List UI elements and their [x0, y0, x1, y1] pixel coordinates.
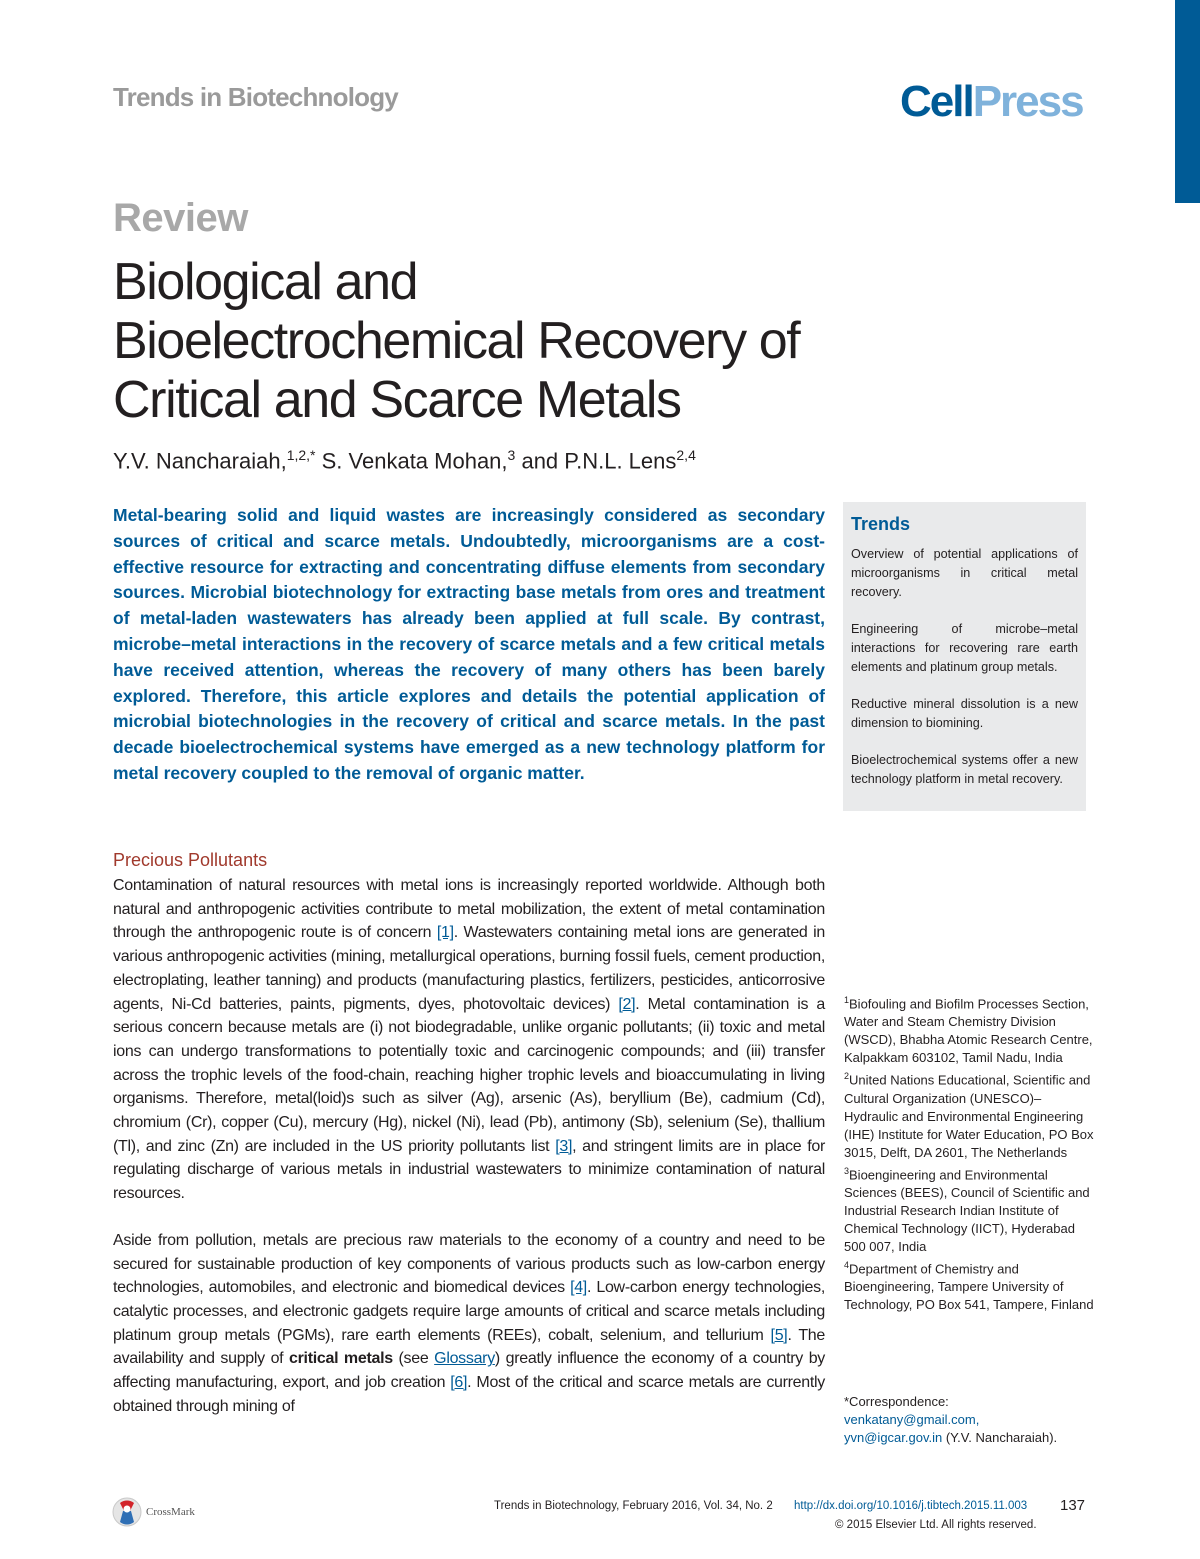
text-run: , and stringent limits are in place for regulating discharge of various metals in industrial wastewaters to minimize contamination of natural resources. — [113, 1137, 825, 1203]
email-link[interactable]: yvn@igcar.gov.in — [844, 1430, 943, 1445]
affiliation-number: 3 — [844, 1165, 850, 1176]
text-run: . Metal contamination is a serious concern because metals are (i) not biodegradable, unlike organic pollutants; (ii) toxic and metal ions can undergo transformations to potentially toxic and carcinogenic compounds; and (iii) transfer across the trophic levels of the food-chain, reaching higher trophic levels and bioaccumulating in living organisms. Therefore, metal(loid)s such as silver (Ag), arsenic (As), beryllium (Be), cadmium (Cd), chromium (Cr), copper (Cu), mercury (Hg), nickel (Ni), lead (Pb), antimony (Sb), selenium (Se), thallium (Tl), and zinc (Zn) are included in the US priority pollutants list — [113, 995, 826, 1155]
logo-part-press: Press — [972, 77, 1083, 126]
reference-link[interactable]: [3] — [555, 1137, 573, 1155]
paragraph — [113, 874, 825, 1206]
article-type: Review — [113, 196, 248, 240]
reference-link[interactable]: [5] — [770, 1326, 788, 1344]
author-affiliation-marker: 1,2,* — [286, 447, 316, 463]
affiliation-text: Department of Chemistry and Bioengineering, Tampere University of Technology, PO Box 541, Tampere, Finland — [844, 1261, 1094, 1313]
author-affiliation-marker: 2,4 — [676, 447, 696, 463]
reference-link[interactable]: [4] — [570, 1279, 587, 1297]
glossary-link[interactable]: Glossary — [434, 1350, 495, 1368]
doi-link[interactable]: http://dx.doi.org/10.1016/j.tibtech.2015.11.003 — [794, 1500, 1028, 1512]
text-run: . The availability and supply of — [113, 1326, 825, 1368]
reference-link[interactable]: [2] — [618, 995, 636, 1013]
affiliation-text: Bioengineering and Environmental Sciences (BEES), Council of Scientific and Industrial Research Indian Institute of Chemical Technology (IICT), Hyderabad 500 007, India — [844, 1166, 1090, 1254]
affiliation-number: 2 — [844, 1071, 850, 1082]
article-title: Biological and Bioelectrochemical Recovery of Critical and Scarce Metals — [113, 253, 800, 429]
section-heading: Precious Pollutants — [113, 850, 268, 870]
affiliation-number: 4 — [844, 1259, 850, 1270]
side-color-tab — [1175, 0, 1200, 203]
paragraph — [113, 1229, 825, 1419]
text-run: . Wastewaters containing metal ions are generated in various anthropogenic activities (mining, metallurgical operations, burning fossil fuels, cement production, electroplating, leather tanning) and products (manufacturing plastics, fertilizers, pesticides, anticorrosive agents, Ni-Cd batteries, paints, pigments, dyes, photovoltaic devices) — [113, 924, 826, 1013]
email-link[interactable]: venkatany@gmail.com, — [844, 1412, 980, 1427]
correspondence-label: *Correspondence: — [844, 1394, 949, 1409]
abstract: Metal-bearing solid and liquid wastes are increasingly considered as secondary sources of critical and scarce metals. Undoubtedly, microorganisms are a cost-effective resource for extracting and concentrating diffuse elements from secondary sources. Microbial biotechnology for extracting base metals from ores and treatment of metal-laden wastewaters has already been applied at full scale. By contrast, microbe–metal interactions in the recovery of scarce metals and a few critical metals have received attention, whereas the recovery of many others has been barely explored. Therefore, this article explores and details the potential application of microbial biotechnologies in the recovery of critical and scarce metals. In the past decade bioelectrochemical systems have emerged as a new technology platform for metal recovery coupled to the removal of organic matter. — [113, 505, 825, 783]
author-name: Y.V. Nancharaiah, — [113, 448, 287, 474]
crossmark-badge[interactable] — [112, 1497, 232, 1529]
footer-citation: Trends in Biotechnology, February 2016, Vol. 34, No. 2 — [494, 1500, 773, 1512]
affiliation — [844, 1256, 1094, 1314]
logo-part-cell: Cell — [900, 77, 973, 126]
glossary-term: critical metals — [289, 1350, 393, 1368]
text-run: . Most of the critical and scarce metals are currently obtained through mining of — [113, 1374, 825, 1415]
affiliation — [844, 1067, 1094, 1161]
page-number: 137 — [1060, 1497, 1086, 1514]
author-list — [113, 447, 696, 474]
author-affiliation-marker: 3 — [507, 447, 516, 463]
reference-link[interactable]: [6] — [450, 1374, 468, 1392]
crossmark-icon — [112, 1497, 142, 1527]
affiliations — [844, 991, 1094, 1314]
text-run: Aside from pollution, metals are precious raw materials to the economy of a country and need to be secured for sustainable production of key components of various products such as low-carbon energy technologies, automobiles, and electronic and biomedical devices — [113, 1231, 825, 1297]
text-run: Contamination of natural resources with metal ions is increasingly reported worldwide. Although both natural and anthropogenic activities contribute to metal mobilization, the extent of metal contamination through the anthropogenic route is of concern — [113, 877, 825, 942]
body-text — [113, 874, 825, 1418]
email-line — [844, 1411, 1094, 1429]
trend-item: Reductive mineral dissolution is a new dimension to biomining. — [851, 697, 1078, 730]
affiliation-number: 1 — [844, 995, 850, 1005]
affiliation-text: Biofouling and Biofilm Processes Section, Water and Steam Chemistry Division (WSCD), Bhabha Atomic Research Centre, Kalpakkam 603102, Tamil Nadu, India — [844, 996, 1093, 1066]
trend-item: Overview of potential applications of microorganisms in critical metal recovery. — [851, 547, 1078, 599]
email-line — [844, 1429, 1094, 1447]
text-run: . Low-carbon energy technologies, catalytic processes, and electronic gadgets require large amounts of critical and scarce metals including platinum group metals (PGMs), rare earth elements (REEs), cobalt, selenium, and tellurium — [113, 1279, 825, 1344]
reference-link[interactable]: [1] — [436, 924, 454, 942]
correspondence — [844, 1393, 1094, 1447]
correspondence-suffix: (Y.V. Nancharaiah). — [942, 1430, 1058, 1445]
author-name: S. Venkata Mohan, — [315, 448, 508, 474]
affiliation-text: United Nations Educational, Scientific and Cultural Organization (UNESCO)–Hydraulic and Environmental Engineering (IHE) Institute for Water Education, PO Box 3015, Delft, DA 2601, The Netherlands — [844, 1072, 1094, 1160]
trend-item: Engineering of microbe–metal interactions for recovering rare earth elements and platinum group metals. — [851, 622, 1078, 674]
crossmark-label: CrossMark — [146, 1506, 195, 1518]
text-run: (see — [392, 1350, 435, 1368]
author-name: and P.N.L. Lens — [515, 448, 677, 474]
trend-item: Bioelectrochemical systems offer a new technology platform in metal recovery. — [851, 753, 1078, 786]
journal-name: Trends in Biotechnology — [113, 82, 398, 112]
trends-sidebar — [843, 502, 1086, 811]
trends-heading: Trends — [851, 514, 911, 534]
affiliation — [844, 991, 1094, 1067]
affiliation — [844, 1162, 1094, 1256]
cellpress-logo — [900, 76, 1083, 128]
text-run: ) greatly influence the economy of a country by affecting manufacturing, export, and job creation — [113, 1350, 826, 1392]
copyright: © 2015 Elsevier Ltd. All rights reserved. — [835, 1519, 1037, 1531]
